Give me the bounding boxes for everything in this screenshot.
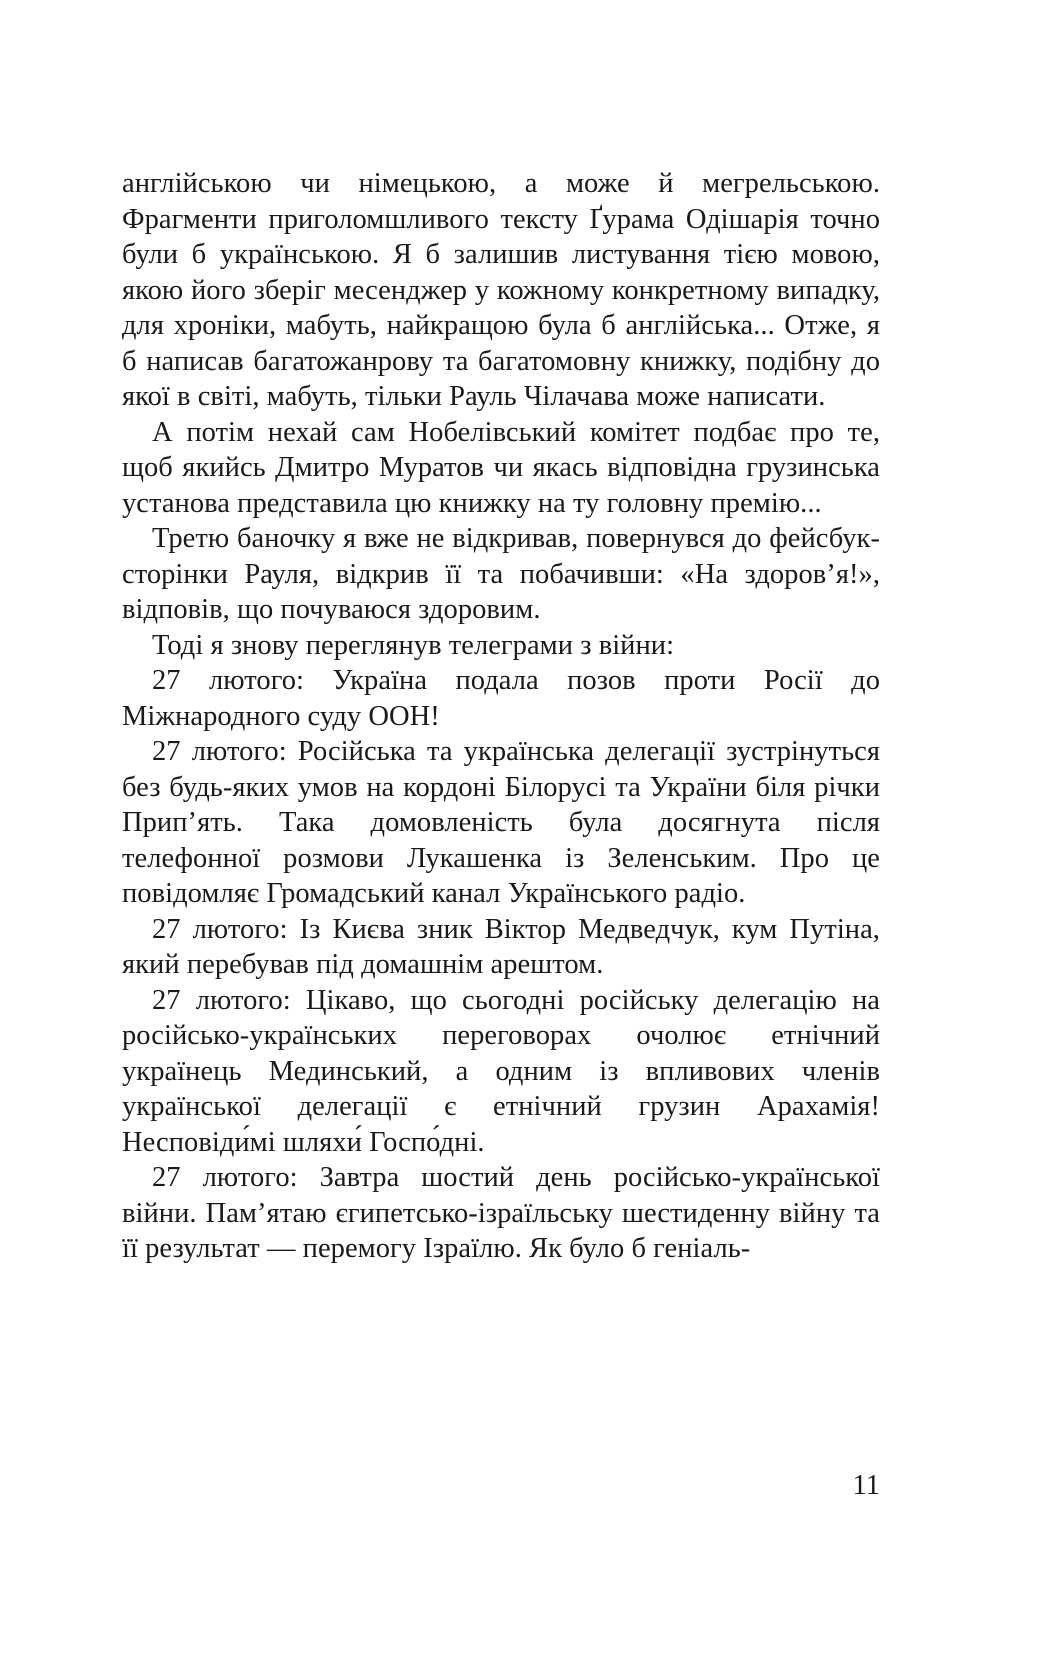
paragraph-6: 27 лютого: Російська та українська делегації зустрінуться без будь-яких умов на кордоні Білорусі та України біля річки Прип’ять. Така домовленість була досягнута після телефонної розмови Лукашенка із Зеленським. Про це повідомляє Громадський канал Українського радіо. xyxy=(122,736,880,909)
paragraph-3: Третю баночку я вже не відкривав, повернувся до фейсбук-сторінки Рауля, відкрив її та побачивши: «На здоров’я!», відповів, що почуваюся здоровим. xyxy=(122,523,880,625)
page-body xyxy=(122,166,880,1267)
paragraph-4: Тоді я знову переглянув телеграми з війни: xyxy=(152,629,675,661)
page-number: 11 xyxy=(852,1470,880,1501)
paragraph-7: 27 лютого: Із Києва зник Віктор Медведчук, кум Путіна, який перебував під домашнім арештом. xyxy=(122,913,880,980)
paragraph-8: 27 лютого: Цікаво, що сьогодні російську делегацію на російсько-українських переговорах очолює етнічний українець Мединський, а одним із впливових членів української делегації є етнічний грузин Арахамія! Несповіди́мі шляхи́ Госпо́дні. xyxy=(122,984,880,1158)
paragraph-5: 27 лютого: Україна подала позов проти Росії до Міжнародного суду ООН! xyxy=(122,665,880,732)
paragraph-1: англійською чи німецькою, а може й мегрельською. Фрагменти приголомшливого тексту Ґурама Одішарія точно були б українською. Я б залишив листування тією мовою, якою його зберіг месенджер у кожному конкретному випадку, для хроніки, мабуть, найкращою була б англійська... Отже, я б написав багатожанрову та багатомовну книжку, подібну до якої в світі, мабуть, тільки Рауль Чілачава може написати. xyxy=(122,168,880,412)
paragraph-9: 27 лютого: Завтра шостий день російсько-української війни. Пам’ятаю єгипетсько-ізраїльську шестиденну війну та її результат — перемогу Ізраїлю. Як було б геніаль- xyxy=(122,1162,880,1264)
paragraph-2: А потім нехай сам Нобелівський комітет подбає про те, щоб якийсь Дмитро Муратов чи якась відповідна грузинська установа представила цю книжку на ту головну премію... xyxy=(122,416,880,519)
